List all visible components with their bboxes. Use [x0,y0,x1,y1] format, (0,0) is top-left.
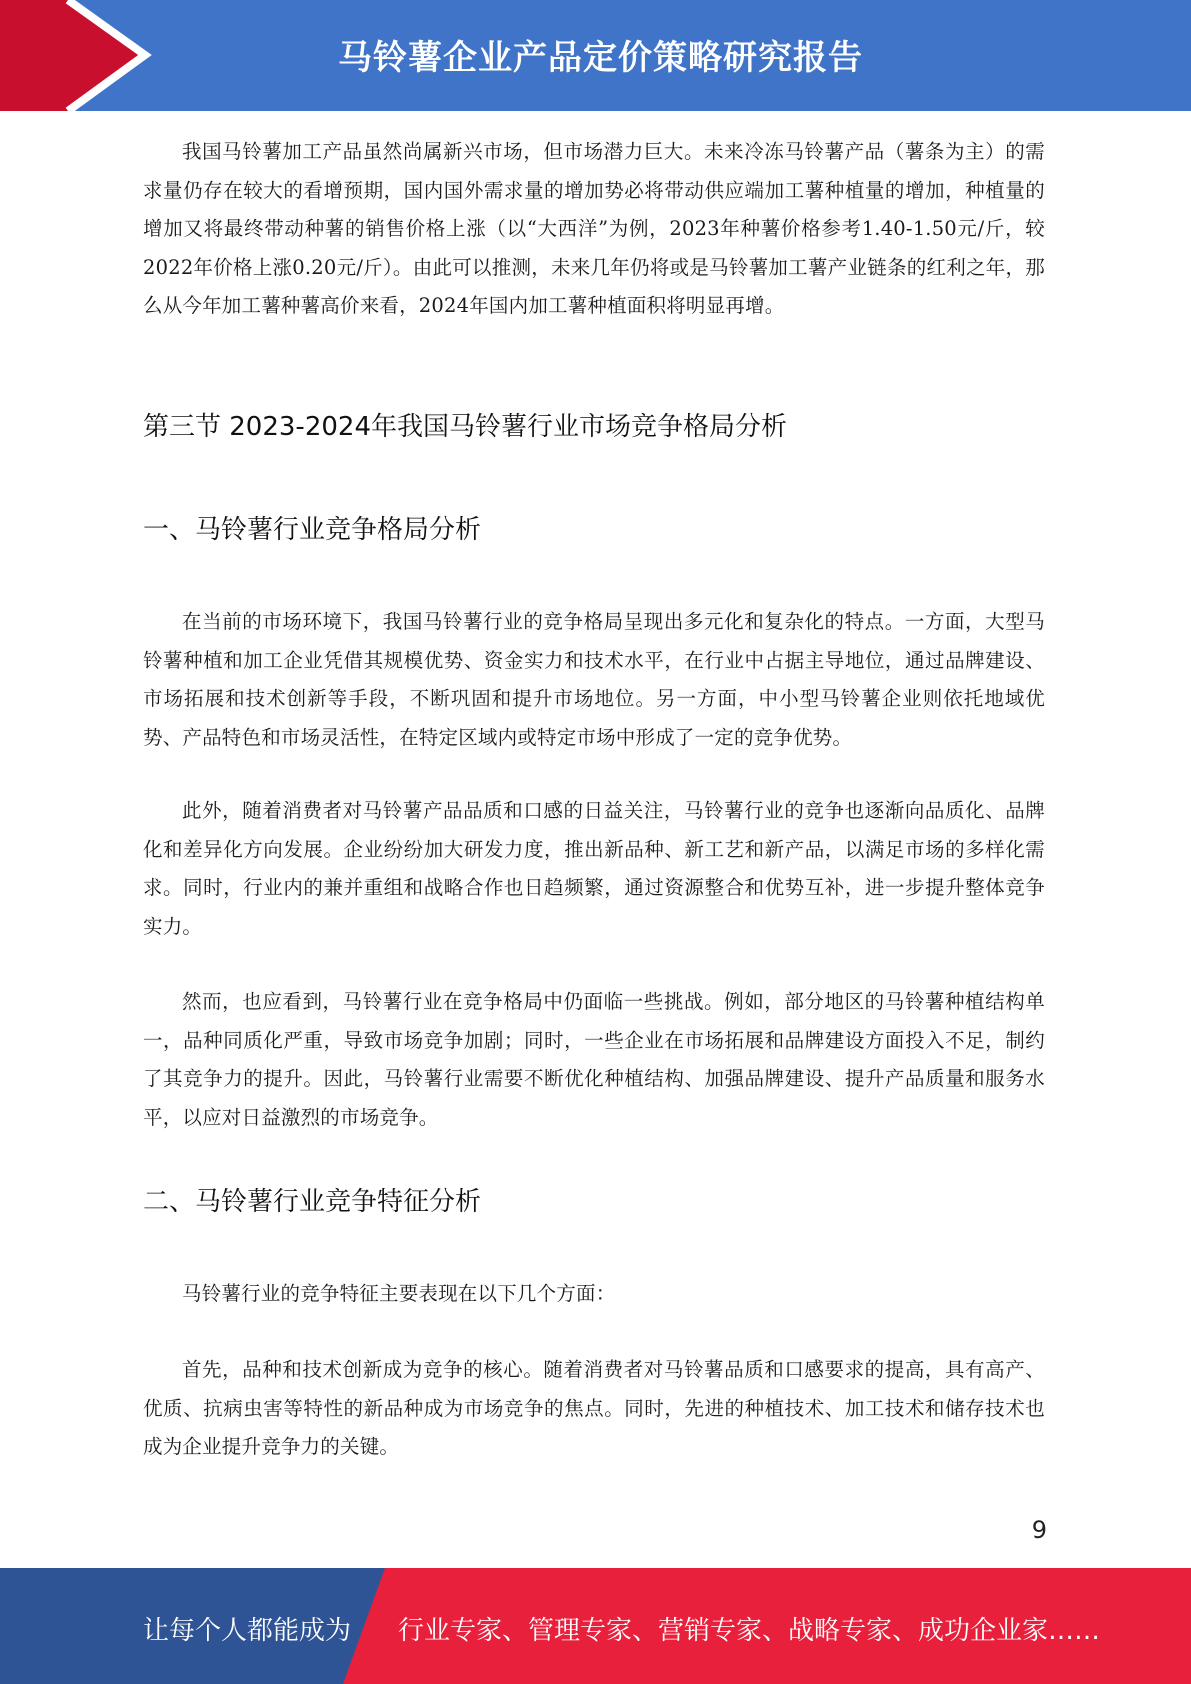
page-header [0,0,1191,111]
competition-pattern-paragraph-1: 在当前的市场环境下，我国马铃薯行业的竞争格局呈现出多元化和复杂化的特点。一方面，大型马铃薯种植和加工企业凭借其规模优势、资金实力和技术水平，在行业中占据主导地位，通过品牌建设、市场拓展和技术创新等手段，不断巩固和提升市场地位。另一方面，中小型马铃薯企业则依托地域优势、产品特色和市场灵活性，在特定区域内或特定市场中形成了一定的竞争优势。 [143,610,1045,749]
section-heading: 第三节 2023-2024年我国马铃薯行业市场竞争格局分析 [143,412,787,442]
competition-features-paragraph-1: 首先，品种和技术创新成为竞争的核心。随着消费者对马铃薯品质和口感要求的提高，具有高产、优质、抗病虫害等特性的新品种成为市场竞争的焦点。同时，先进的种植技术、加工技术和储存技术也成为企业提升竞争力的关键。 [143,1358,1045,1458]
footer-slogan-left: 让每个人都能成为 [143,1616,352,1646]
intro-paragraph: 我国马铃薯加工产品虽然尚属新兴市场，但市场潜力巨大。未来冷冻马铃薯产品（薯条为主）的需求量仍存在较大的看增预期，国内国外需求量的增加势必将带动供应端加工薯种植量的增加，种植量的增加又将最终带动种薯的销售价格上涨（以“大西洋”为例，2023年种薯价格参考1.40-1.50元/斤，较2022年价格上涨0.20元/斤）。由此可以推测，未来几年仍将或是马铃薯加工薯产业链条的红利之年，那么从今年加工薯种薯高价来看，2024年国内加工薯种植面积将明显再增。 [143,140,1045,317]
subsection-heading-2: 二、马铃薯行业竞争特征分析 [143,1187,482,1217]
competition-pattern-paragraph-2: 此外，随着消费者对马铃薯产品品质和口感的日益关注，马铃薯行业的竞争也逐渐向品质化、品牌化和差异化方向发展。企业纷纷加大研发力度，推出新品种、新工艺和新产品，以满足市场的多样化需求。同时，行业内的兼并重组和战略合作也日趋频繁，通过资源整合和优势互补，进一步提升整体竞争实力。 [143,799,1045,938]
competition-pattern-paragraph-3: 然而，也应看到，马铃薯行业在竞争格局中仍面临一些挑战。例如，部分地区的马铃薯种植结构单一，品种同质化严重，导致市场竞争加剧；同时，一些企业在市场拓展和品牌建设方面投入不足，制约了其竞争力的提升。因此，马铃薯行业需要不断优化种植结构、加强品牌建设、提升产品质量和服务水平，以应对日益激烈的市场竞争。 [143,990,1045,1129]
footer-slogan-right: 行业专家、管理专家、营销专家、战略专家、成功企业家…… [398,1616,1101,1646]
page-number: 9 [1031,1516,1047,1544]
report-title: 马铃薯企业产品定价策略研究报告 [338,38,863,78]
competition-features-intro: 马铃薯行业的竞争特征主要表现在以下几个方面： [182,1282,616,1305]
page-footer [0,1568,1191,1684]
subsection-heading-1: 一、马铃薯行业竞争格局分析 [143,515,482,545]
